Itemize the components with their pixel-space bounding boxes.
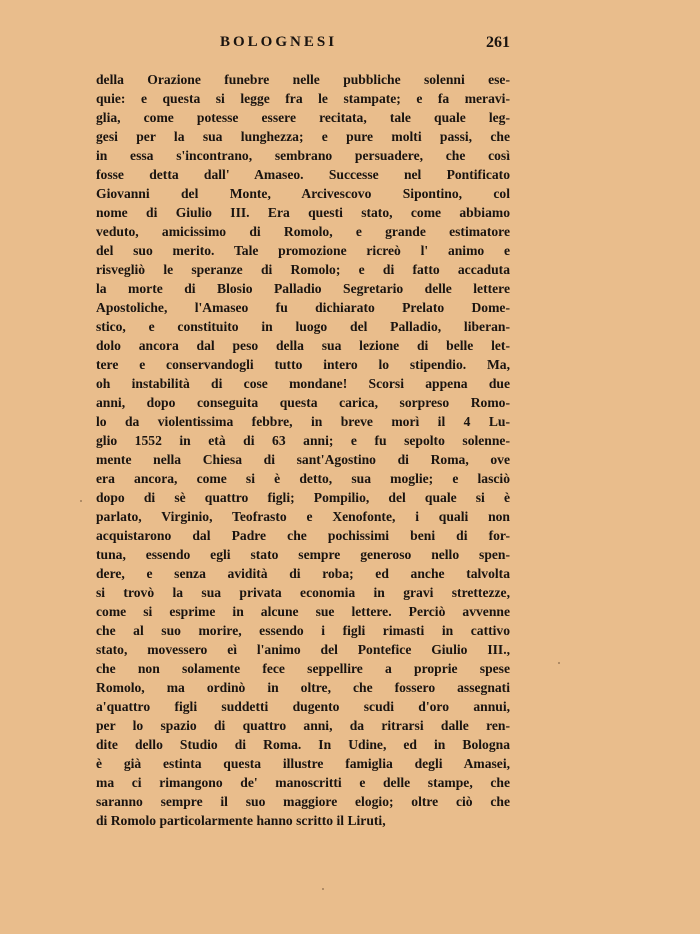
text-line: che non solamente fece seppellire a proprie spese — [96, 661, 510, 676]
paper-speck — [80, 500, 82, 502]
text-line: nome di Giulio III. Era questi stato, come abbiamo — [96, 205, 510, 220]
text-line: parlato, Virginio, Teofrasto e Xenofonte, i quali non — [96, 509, 510, 524]
page-number: 261 — [486, 34, 510, 51]
text-line: Romolo, ma ordinò in oltre, che fossero assegnati — [96, 680, 510, 695]
paper-speck — [558, 662, 560, 664]
text-line: del suo merito. Tale promozione ricreò l' animo e — [96, 243, 510, 258]
text-line: in essa s'incontrano, sembrano persuadere, che così — [96, 148, 510, 163]
body-text — [96, 70, 510, 830]
paper-speck — [322, 888, 324, 890]
text-line: mente nella Chiesa di sant'Agostino di Roma, ove — [96, 452, 510, 467]
text-line: è già estinta questa illustre famiglia degli Amasei, — [96, 756, 510, 771]
text-line: glia, come potesse essere recitata, tale quale leg- — [96, 110, 510, 125]
text-line: ma ci rimangono de' manoscritti e delle stampe, che — [96, 775, 510, 790]
text-line: veduto, amicissimo di Romolo, e grande estimatore — [96, 224, 510, 239]
text-line: a'quattro figli suddetti dugento scudi d'oro annui, — [96, 699, 510, 714]
text-line: era ancora, come si è detto, sua moglie; e lasciò — [96, 471, 510, 486]
text-line: gesi per la sua lunghezza; e pure molti passi, che — [96, 129, 510, 144]
text-line: stato, movessero eì l'animo del Pontefice Giulio III., — [96, 642, 510, 657]
text-line: della Orazione funebre nelle pubbliche solenni ese- — [96, 72, 510, 87]
text-line: stico, e constituito in luogo del Palladio, liberan- — [96, 319, 510, 334]
text-line: dolo ancora dal peso della sua lezione di belle let- — [96, 338, 510, 353]
running-head — [96, 34, 510, 56]
text-line: quie: e questa si legge fra le stampate; e fa meravi- — [96, 91, 510, 106]
text-line: glio 1552 in età di 63 anni; e fu sepolto solenne- — [96, 433, 510, 448]
text-line: lo da violentissima febbre, in breve morì il 4 Lu- — [96, 414, 510, 429]
text-line: dopo di sè quattro figli; Pompilio, del quale si è — [96, 490, 510, 505]
text-line: anni, dopo conseguita questa carica, sorpreso Romo- — [96, 395, 510, 410]
text-line: Apostoliche, l'Amaseo fu dichiarato Prelato Dome- — [96, 300, 510, 315]
text-line: dite dello Studio di Roma. In Udine, ed in Bologna — [96, 737, 510, 752]
text-line: Giovanni del Monte, Arcivescovo Sipontino, col — [96, 186, 510, 201]
text-line: di Romolo particolarmente hanno scritto il Liruti, — [96, 813, 386, 828]
text-line: tuna, essendo egli stato sempre generoso nello spen- — [96, 547, 510, 562]
text-line: saranno sempre il suo maggiore elogio; oltre ciò che — [96, 794, 510, 809]
text-line: tere e conservandogli tutto intero lo stipendio. Ma, — [96, 357, 510, 372]
text-line: risvegliò le speranze di Romolo; e di fatto accaduta — [96, 262, 510, 277]
running-head-title: BOLOGNESI — [220, 34, 338, 50]
text-line: fosse detta dall' Amaseo. Successe nel Pontificato — [96, 167, 510, 182]
text-line: che al suo morire, essendo i figli rimasti in cattivo — [96, 623, 510, 638]
text-line: acquistarono dal Padre che pochissimi beni di for- — [96, 528, 510, 543]
text-line: come si esprime in alcune sue lettere. Perciò avvenne — [96, 604, 510, 619]
text-line: oh instabilità di cose mondane! Scorsi appena due — [96, 376, 510, 391]
text-line: per lo spazio di quattro anni, da ritrarsi dalle ren- — [96, 718, 510, 733]
text-line: dere, e senza avidità di roba; ed anche talvolta — [96, 566, 510, 581]
text-line: la morte di Blosio Palladio Segretario delle lettere — [96, 281, 510, 296]
text-line: si trovò la sua privata economia in gravi strettezze, — [96, 585, 510, 600]
